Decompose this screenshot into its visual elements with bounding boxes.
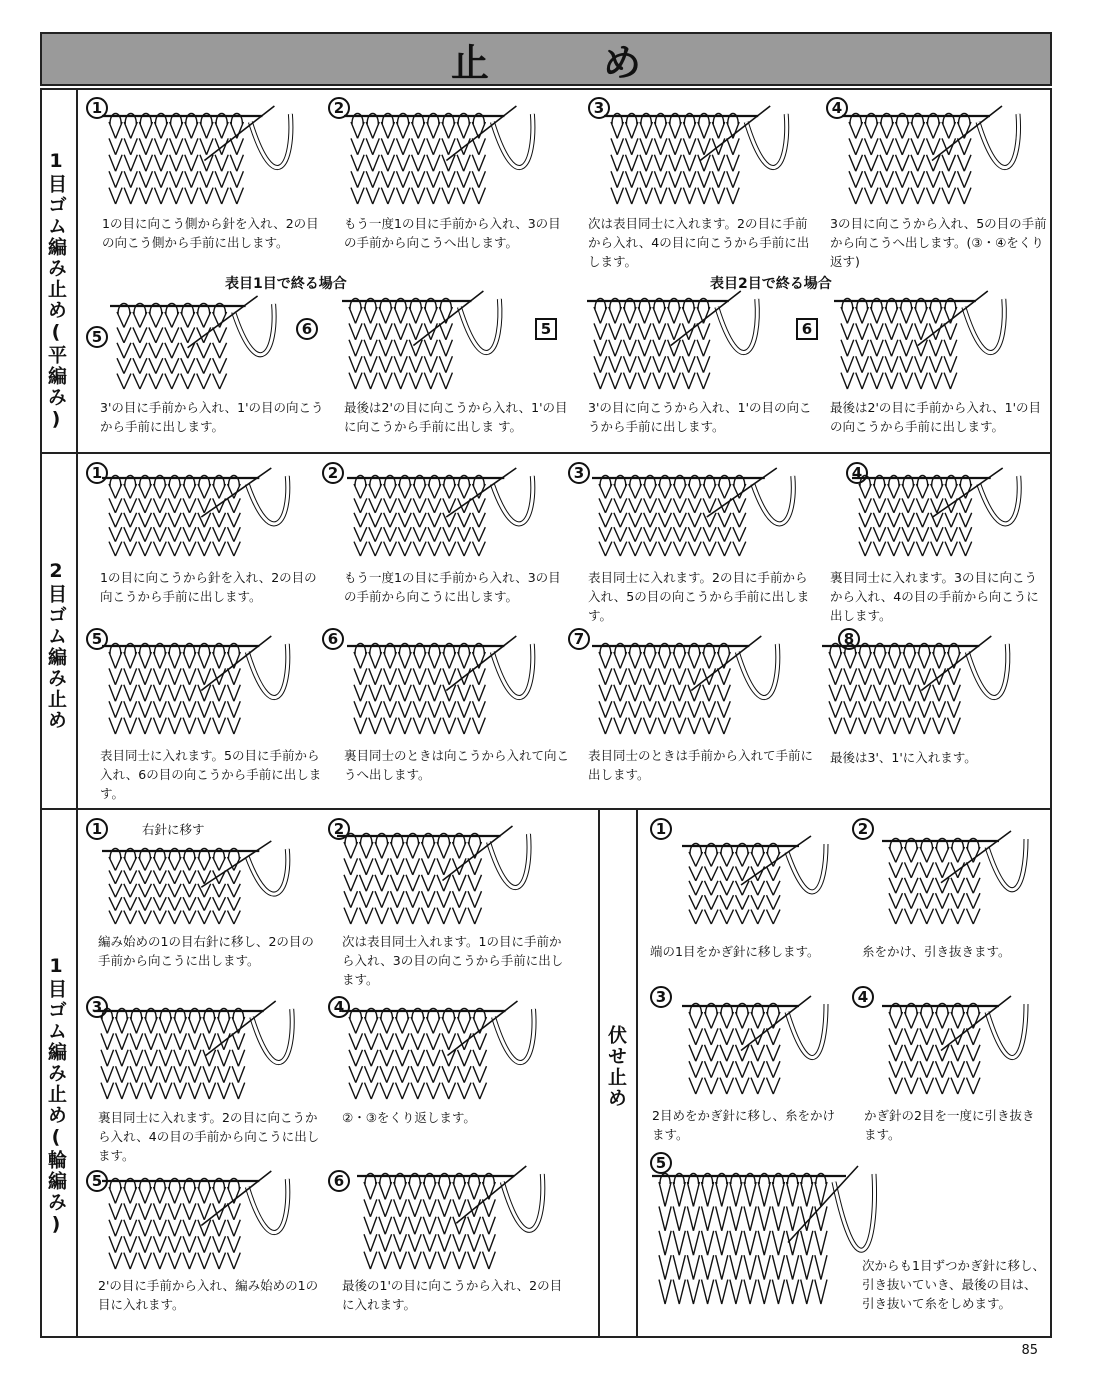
knit-illustration [345,630,560,740]
step-caption: ②・③をくり返します。 [342,1110,476,1125]
knit-illustration [100,1165,315,1275]
knit-illustration [590,462,830,562]
step-caption: 次は表目同士に入れます。2の目に手前から入れ、4の目に向こうから手前に出します。 [588,216,810,269]
subheading-two-knit: 表目2目で終る場合 [710,276,832,292]
step-caption: もう一度1の目に手前から入れ、3の目の手前から向こうに出します。 [344,570,561,604]
step-caption: 次からも1目ずつかぎ針に移し、引き抜いていき、最後の目は、引き抜いて糸をしめます。 [862,1258,1045,1311]
knit-illustration [342,100,562,210]
step-number: 2 [328,818,350,840]
step-number: 4 [852,986,874,1008]
section-label-3: 1目ゴム編み止め(輪編み) [45,955,67,1237]
step-caption: もう一度1の目に手前から入れ、3の目の手前から向こうへ出します。 [344,216,561,250]
step-caption: 表目同士に入れます。2の目に手前から入れ、5の目の向こうから手前に出します。 [588,570,810,623]
step-caption: 編み始めの1の目右針に移し、2の目の手前から向こうに出します。 [98,934,314,968]
label-divider-4 [636,808,638,1338]
step-number: 1 [650,818,672,840]
step-number: 7 [568,628,590,650]
knit-illustration [340,995,565,1105]
step-number: 4 [846,462,868,484]
step-number: 3 [86,996,108,1018]
step-caption: 裏目同士のときは向こうから入れて向こうへ出します。 [344,748,570,782]
knit-illustration [585,285,775,395]
knit-illustration [680,990,830,1100]
section-label-2: 2目ゴム編み止め [45,560,67,731]
step-caption: 最後は3'、1'に入れます。 [830,750,977,765]
knit-illustration [100,835,315,930]
subheading-one-knit: 表目1目で終る場合 [225,276,347,292]
knit-illustration [92,995,327,1105]
step-caption: 最後の1'の目に向こうから入れ、2の目に入れます。 [342,1278,563,1312]
step-caption: 3の目に向こうから入れ、5の目の手前から向こうへ出します。(③・④をくり返す) [830,216,1047,269]
step-number: 2 [852,818,874,840]
step-number: 6 [328,1170,350,1192]
knit-illustration [335,820,560,930]
step-caption: 3'の目に向こうから入れ、1'の目の向こうから手前に出します。 [588,400,812,434]
knit-illustration [832,285,1022,395]
step-caption: 糸をかけ、引き抜きます。 [862,944,1011,959]
step-caption: 裏目同士に入れます。3の目に向こうから入れ、4の目の手前から向こうに出します。 [830,570,1039,623]
knit-illustration [100,462,315,562]
step-caption: 最後は2'の目に向こうから入れ、1'の目に向こうから手前に出しま す。 [344,400,568,434]
knit-illustration [355,1160,570,1275]
knit-illustration [880,825,1030,930]
step-number: 5 [86,326,108,348]
step-caption: 次は表目同士入れます。1の目に手前から入れ、3の目の向こうから手前に出します。 [342,934,564,987]
step-caption: 1の目に向こう側から針を入れ、2の目の向こう側から手前に出します。 [102,216,319,250]
page-title-bar [40,32,1052,86]
step-number: 5 [535,318,557,340]
step-number: 6 [322,628,344,650]
label-divider-1 [76,88,78,454]
knit-illustration [108,290,288,395]
step-number: 8 [838,628,860,650]
step-caption: 2'の目に手前から入れ、編み始めの1の目に入れます。 [98,1278,319,1312]
knit-illustration [680,830,830,930]
step-caption: 端の1目をかぎ針に移します。 [650,944,820,959]
step-number: 6 [796,318,818,340]
knit-illustration [840,100,1040,210]
step-number: 5 [86,628,108,650]
step-caption: 裏目同士に入れます。2の目に向こうから入れ、4の目の手前から向こうに出します。 [98,1110,320,1163]
knit-illustration [850,462,1035,562]
knit-illustration [602,100,812,210]
label-divider-2 [76,452,78,810]
step-caption: かぎ針の2目を一度に引き抜きます。 [864,1108,1035,1142]
label-divider-3 [76,808,78,1338]
step-number: 2 [328,97,350,119]
knit-illustration [345,462,560,562]
step-caption: 3'の目に手前から入れ、1'の目の向こうから手前に出します。 [100,400,324,434]
section-label-4: 伏せ止め [605,1025,627,1109]
step-number: 1 [86,818,108,840]
step-number: 1 [86,97,108,119]
section-label-1: 1目ゴム編み止め(平編み) [45,150,67,432]
step-number: 2 [322,462,344,484]
knit-illustration [100,100,320,210]
step-caption: 表目同士に入れます。5の目に手前から入れ、6の目の向こうから手前に出します。 [100,748,322,801]
knit-illustration [100,630,315,740]
step-number: 4 [826,97,848,119]
step-caption: 2目めをかぎ針に移し、糸をかけます。 [652,1108,835,1142]
knit-illustration [880,990,1030,1100]
step-caption: 最後は2'の目に手前から入れ、1'の目の向こうから手前に出します。 [830,400,1042,434]
step-caption: 1の目に向こうから針を入れ、2の目の向こうから手前に出します。 [100,570,317,604]
knit-illustration [340,285,510,395]
step-number: 5 [86,1170,108,1192]
page-title: 止 め [450,40,679,85]
step-number: 6 [296,318,318,340]
step-caption: 表目同士のときは手前から入れて手前に出します。 [588,748,814,782]
page-number: 85 [1021,1343,1038,1358]
step-number: 5 [650,1152,672,1174]
step-number: 1 [86,462,108,484]
step-number: 4 [328,996,350,1018]
knit-illustration [590,630,805,740]
step-number: 3 [568,462,590,484]
step-note: 右針に移す [142,822,205,837]
step-number: 3 [650,986,672,1008]
knit-illustration [820,630,1035,740]
step-number: 3 [588,97,610,119]
